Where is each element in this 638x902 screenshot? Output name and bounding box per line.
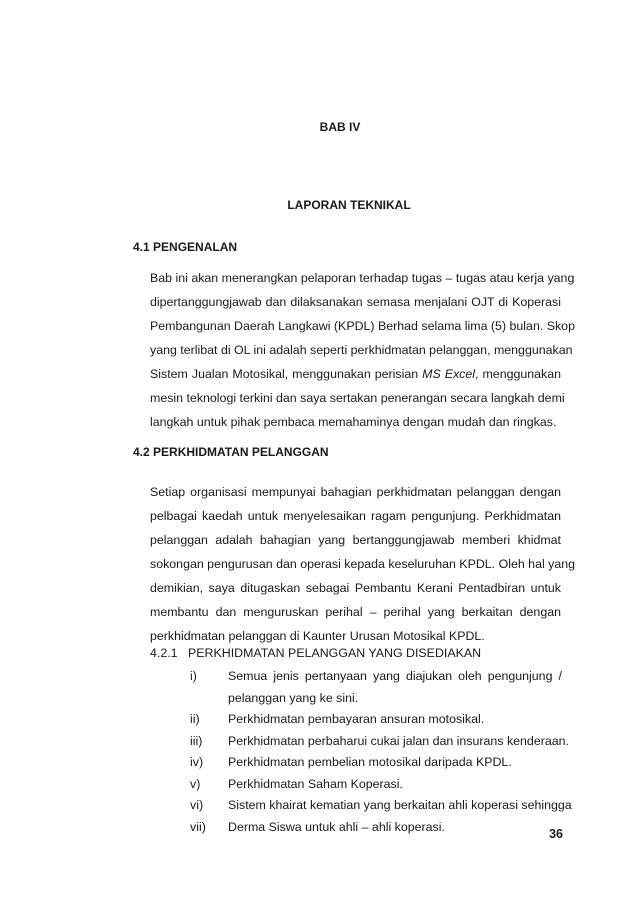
list-item [190, 666, 562, 709]
list-item-line: Perkhidmatan perbaharui cukai jalan dan insurans kenderaan. [228, 733, 569, 748]
list-item-line: Perkhidmatan Saham Koperasi. [228, 776, 403, 791]
paragraph-line: Setiap organisasi mempunyai bahagian perkhidmatan pelanggan dengan [150, 485, 561, 499]
list-item [190, 795, 572, 817]
section-heading-perkhidmatan-pelanggan: 4.2 PERKHIDMATAN PELANGGAN [133, 445, 329, 459]
list-item [190, 731, 569, 753]
list-item [190, 709, 562, 731]
paragraph-line: pelbagai kaedah untuk menyelesaikan ragam pengunjung. Perkhidmatan [150, 509, 561, 523]
list-item-text [228, 709, 562, 731]
paragraph-perkhidmatan-pelanggan [150, 480, 576, 648]
paragraph-line [150, 362, 561, 386]
list-item-text [228, 666, 562, 709]
paragraph-line: sokongan pengurusan dan operasi kepada keseluruhan KPDL. Oleh hal yang [150, 557, 576, 571]
list-item-text [228, 774, 562, 796]
paragraph-line: dipertanggungjawab dan dilaksanakan semasa menjalani OJT di Koperasi [150, 295, 561, 309]
list-item-text [228, 752, 562, 774]
software-name: MS Excel [422, 367, 476, 381]
paragraph-line: demikian, saya ditugaskan sebagai Pembantu Kerani Pentadbiran untuk [150, 581, 561, 595]
list-item [190, 774, 562, 796]
list-numeral: i) [190, 669, 197, 683]
paragraph-line: mesin teknologi terkini dan saya sertakan penerangan secara langkah demi [150, 391, 565, 405]
list-numeral: iv) [190, 755, 204, 769]
list-item-text [228, 731, 569, 753]
list-numeral: ii) [190, 712, 200, 726]
paragraph-line: Pembangunan Daerah Langkawi (KPDL) Berhad selama lima (5) bulan. Skop [150, 319, 575, 333]
services-list [190, 666, 572, 838]
list-item [190, 817, 562, 839]
subsection-heading [150, 646, 481, 660]
list-numeral: vii) [190, 819, 206, 834]
list-numeral: v) [190, 776, 201, 791]
paragraph-line: langkah untuk pihak pembaca memahaminya dengan mudah dan ringkas. [150, 415, 557, 429]
paragraph-line: perkhidmatan pelanggan di Kaunter Urusan Motosikal KPDL. [150, 629, 485, 643]
list-item-line: Perkhidmatan pembelian motosikal daripada KPDL. [228, 755, 512, 769]
list-item-text [228, 817, 562, 839]
paragraph-line: Bab ini akan menerangkan pelaporan terhadap tugas – tugas atau kerja yang [150, 271, 575, 285]
subsection-number: 4.2.1 [150, 646, 178, 660]
list-item-line: Semua jenis pertanyaan yang diajukan oleh pengunjung / [228, 669, 562, 683]
paragraph-line: membantu dan menguruskan perihal – perihal yang berkaitan dengan [150, 605, 561, 619]
paragraph-line: pelanggan adalah bahagian yang bertanggungjawab memberi khidmat [150, 533, 561, 547]
list-numeral: vi) [190, 798, 204, 812]
list-item-line: Derma Siswa untuk ahli – ahli koperasi. [228, 819, 445, 834]
list-item-line: Sistem khairat kematian yang berkaitan ahli koperasi sehingga [228, 798, 572, 812]
list-item-text [228, 795, 572, 817]
subsection-title: PERKHIDMATAN PELANGGAN YANG DISEDIAKAN [188, 646, 482, 660]
list-item-line: Perkhidmatan pembayaran ansuran motosikal. [228, 712, 485, 726]
page-number: 36 [549, 827, 563, 841]
report-title: LAPORAN TEKNIKAL [287, 198, 411, 212]
chapter-title: BAB IV [319, 120, 361, 134]
paragraph-line-text: , menggunakan [475, 367, 562, 381]
list-item [190, 752, 562, 774]
list-item-line: pelanggan yang ke sini. [228, 690, 359, 705]
section-heading-pengenalan: 4.1 PENGENALAN [133, 240, 238, 254]
paragraph-line: yang terlibat di OL ini adalah seperti perkhidmatan pelanggan, menggunakan [150, 343, 573, 357]
paragraph-pengenalan [150, 266, 575, 434]
paragraph-line-text: Sistem Jualan Motosikal, menggunakan perisian [150, 367, 423, 381]
list-numeral: iii) [190, 733, 203, 748]
